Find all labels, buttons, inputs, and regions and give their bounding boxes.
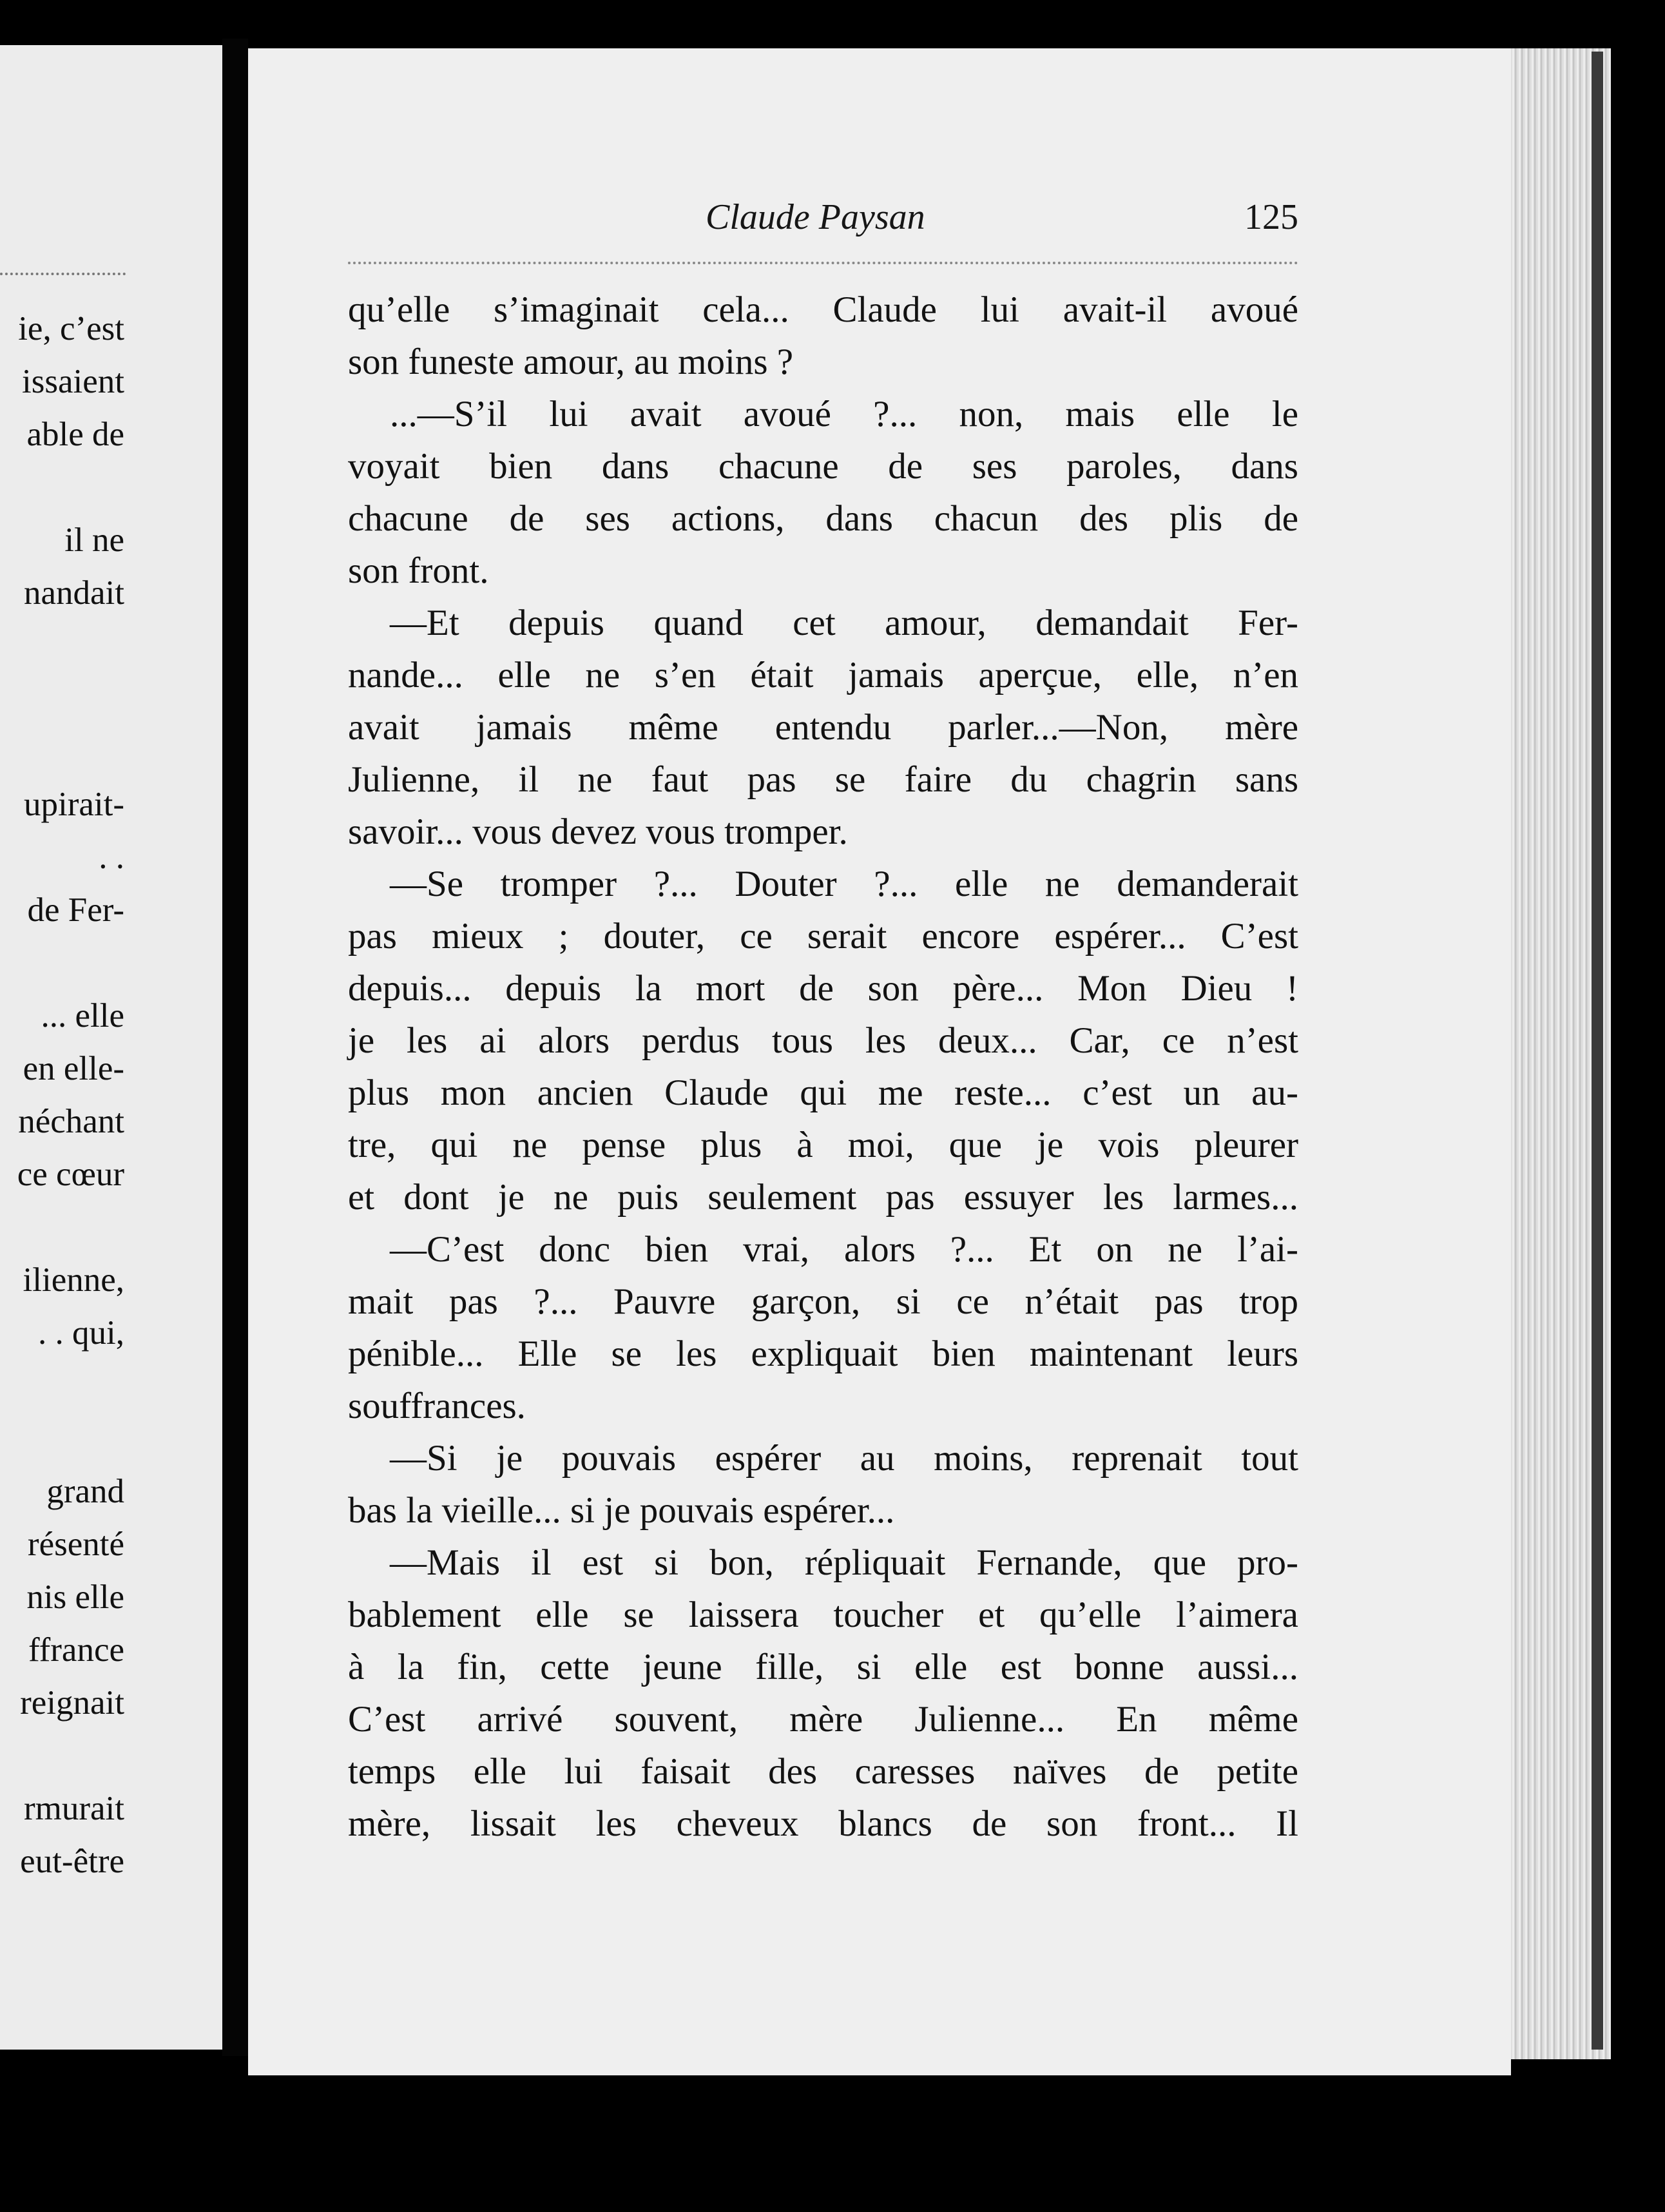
left-page-line: . . (99, 839, 124, 876)
text-line: souffrances. (348, 1386, 526, 1426)
text-line: C’est arrivé souvent, mère Julienne... En même (348, 1699, 1298, 1740)
text-line: ...—S’il lui avait avoué ?... non, mais elle le (390, 394, 1298, 434)
left-page-line: ffrance (28, 1631, 124, 1669)
left-page-line: . . qui, (38, 1314, 124, 1352)
left-page-line: nis elle (26, 1578, 124, 1616)
text-line: savoir... vous devez vous tromper. (348, 811, 848, 852)
text-line: —C’est donc bien vrai, alors ?... Et on ne l’ai- (390, 1229, 1298, 1270)
text-line: bas la vieille... si je pouvais espérer... (348, 1490, 895, 1531)
left-page-line: résenté (27, 1526, 124, 1563)
left-page-line: ilienne, (23, 1261, 124, 1299)
running-title: Claude Paysan (706, 197, 925, 237)
text-line: pénible... Elle se les expliquait bien maintenant leurs (348, 1334, 1298, 1374)
text-line: —Se tromper ?... Douter ?... elle ne demanderait (390, 864, 1298, 904)
left-page-line: ce cœur (17, 1156, 124, 1193)
text-line: depuis... depuis la mort de son père... Mon Dieu ! (348, 968, 1298, 1009)
body-text (348, 284, 1298, 1850)
text-line: pas mieux ; douter, ce serait encore espérer... C’est (348, 916, 1298, 956)
text-line: —Mais il est si bon, répliquait Fernande, que pro- (390, 1542, 1298, 1583)
text-line: mait pas ?... Pauvre garçon, si ce n’était pas trop (348, 1281, 1298, 1322)
header-rule (348, 262, 1298, 264)
left-page-line: grand (46, 1473, 124, 1510)
text-line: nande... elle ne s’en était jamais aperçue, elle, n’en (348, 655, 1298, 695)
page-number: 125 (1244, 197, 1298, 237)
text-line: qu’elle s’imaginait cela... Claude lui avait-il avoué (348, 289, 1298, 330)
text-line: avait jamais même entendu parler...—Non, mère (348, 707, 1298, 748)
left-page-line: ... elle (41, 997, 124, 1034)
text-line: à la fin, cette jeune fille, si elle est bonne aussi... (348, 1647, 1298, 1687)
left-facing-page (0, 45, 222, 2050)
left-page-line: upirait- (24, 786, 124, 823)
text-line: bablement elle se laissera toucher et qu’elle l’aimera (348, 1595, 1298, 1635)
left-page-line: néchant (18, 1103, 124, 1140)
text-line: plus mon ancien Claude qui me reste... c’est un au- (348, 1072, 1298, 1113)
text-line: et dont je ne puis seulement pas essuyer les larmes... (348, 1177, 1298, 1218)
page-header (348, 197, 1298, 255)
text-line: tre, qui ne pense plus à moi, que je vois pleurer (348, 1125, 1298, 1165)
text-line: son funeste amour, au moins ? (348, 342, 794, 382)
left-page-line: reignait (20, 1684, 124, 1722)
left-page-line: nandait (24, 574, 124, 612)
text-line: Julienne, il ne faut pas se faire du chagrin sans (348, 759, 1298, 800)
text-line: —Si je pouvais espérer au moins, reprenait tout (390, 1438, 1298, 1479)
page-edge-shadow (1592, 52, 1603, 2050)
text-line: temps elle lui faisait des caresses naïves de petite (348, 1751, 1298, 1792)
left-page-line: able de (26, 416, 124, 453)
left-page-line: eut-être (20, 1843, 124, 1880)
left-page-header-rule (0, 273, 126, 275)
left-page-line: rmurait (24, 1790, 124, 1827)
left-page-line: ie, c’est (18, 310, 124, 347)
text-line: je les ai alors perdus tous les deux... Car, ce n’est (348, 1020, 1298, 1061)
text-line: chacune de ses actions, dans chacun des plis de (348, 498, 1298, 539)
text-line: voyait bien dans chacune de ses paroles, dans (348, 446, 1298, 487)
left-page-line: en elle- (23, 1050, 124, 1087)
book-gutter (222, 39, 248, 2056)
left-page-line: issaient (22, 363, 124, 400)
text-line: mère, lissait les cheveux blancs de son front... Il (348, 1803, 1298, 1844)
left-page-line: de Fer- (27, 891, 124, 929)
text-line: son front. (348, 550, 489, 591)
text-line: —Et depuis quand cet amour, demandait Fer- (390, 603, 1298, 643)
left-page-line: il ne (64, 521, 124, 559)
